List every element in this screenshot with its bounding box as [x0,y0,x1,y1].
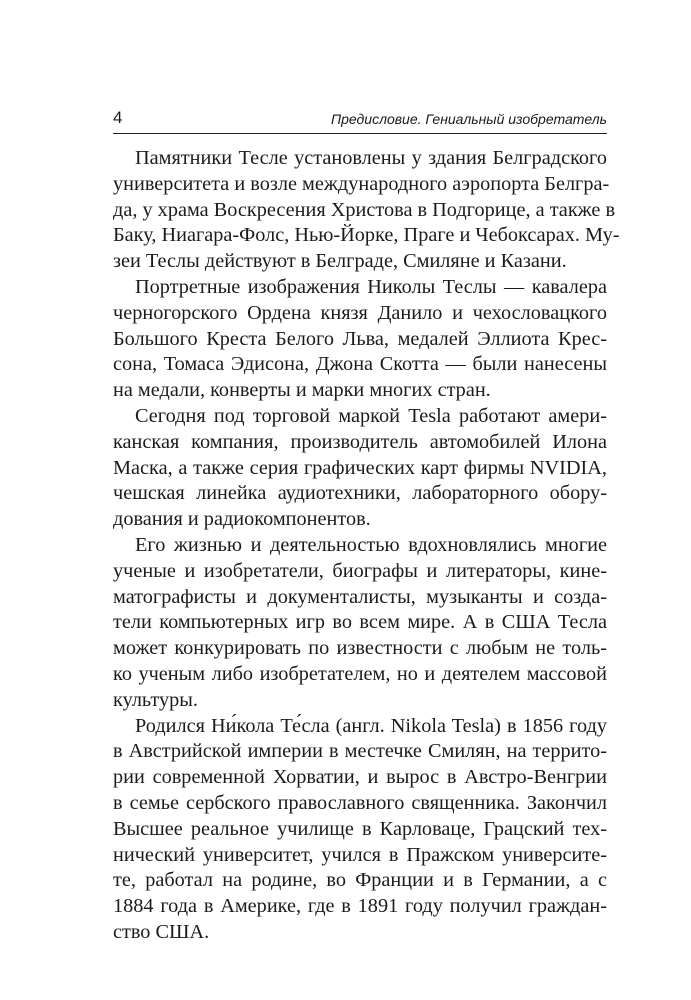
text-line: ство США. [113,920,210,943]
text-line: да, у храма Воскресения Христова в Подгорице, а также в [113,198,616,221]
text-line: Сегодня под торговой маркой Tesla работают амери- [135,404,607,427]
text-line: Большого Креста Белого Льва, медалей Эллиота Крес- [113,327,607,350]
paragraph-biography [113,714,607,946]
text-line: Портретные изображения Николы Теслы — кавалера [135,275,607,298]
text-line: Высшее реальное училище в Карловаце, Грацский тех- [113,817,607,840]
text-line: сона, Томаса Эдисона, Джона Скотта — были нанесены [113,353,607,376]
paragraph-portraits [113,275,607,404]
text-line: в Австрийской империи в местечке Смилян, на террито- [113,740,607,763]
text-line: 1884 года в Америке, где в 1891 году получил граждан- [113,895,607,918]
text-line: в семье сербского православного священника. Закончил [113,791,607,814]
text-line: культуры. [113,688,198,711]
text-line: матографисты и документалисты, музыканты и созда- [113,585,607,608]
text-line: ко ученым либо изобретателем, но и деятелем массовой [113,662,607,685]
paragraph-brand [113,404,607,533]
paragraph-inspiration [113,533,607,714]
text-line: нический университет, учился в Пражском университе- [113,843,607,866]
text-line: рии современной Хорватии, и вырос в Австро-Венгрии [113,766,607,789]
body-text [113,146,620,946]
text-line: Маска, а также серия графических карт фирмы NVIDIA, [113,456,607,479]
text-line: университета и возле международного аэропорта Белгра- [113,172,610,195]
paragraph-monuments [113,146,620,275]
text-line: может конкурировать по известности с любым не толь- [113,637,607,660]
running-head [113,108,607,130]
text-line: тели компьютерных игр во всем мире. А в США Тесла [113,611,607,634]
text-line: черногорского Ордена князя Данило и чехословацкого [113,301,607,324]
header-rule [113,133,607,134]
text-line: ученые и изобретатели, биографы и литераторы, кине- [113,559,607,582]
text-line: Его жизнью и деятельностью вдохновлялись многие [135,533,607,556]
text-line: зеи Теслы действуют в Белграде, Смиляне и Казани. [113,250,567,273]
text-line: Родился Ни́кола Те́сла (англ. Nikola Tesla) в 1856 году [135,714,607,737]
text-line: Баку, Ниагара-Фолс, Нью-Йорке, Праге и Чебоксарах. Му- [113,224,620,247]
text-line: дования и радиокомпонентов. [113,508,371,531]
text-line: чешская линейка аудиотехники, лабораторного обору- [113,482,607,505]
text-line: на медали, конверты и марки многих стран. [113,379,491,402]
section-title: Предисловие. Гениальный изобретатель [330,111,607,127]
text-line: те, работал на родине, во Франции и в Германии, а с [113,869,607,892]
page-number: 4 [113,108,123,127]
text-line: Памятники Тесле установлены у здания Белградского [135,147,607,169]
text-line: канская компания, производитель автомобилей Илона [113,430,607,453]
